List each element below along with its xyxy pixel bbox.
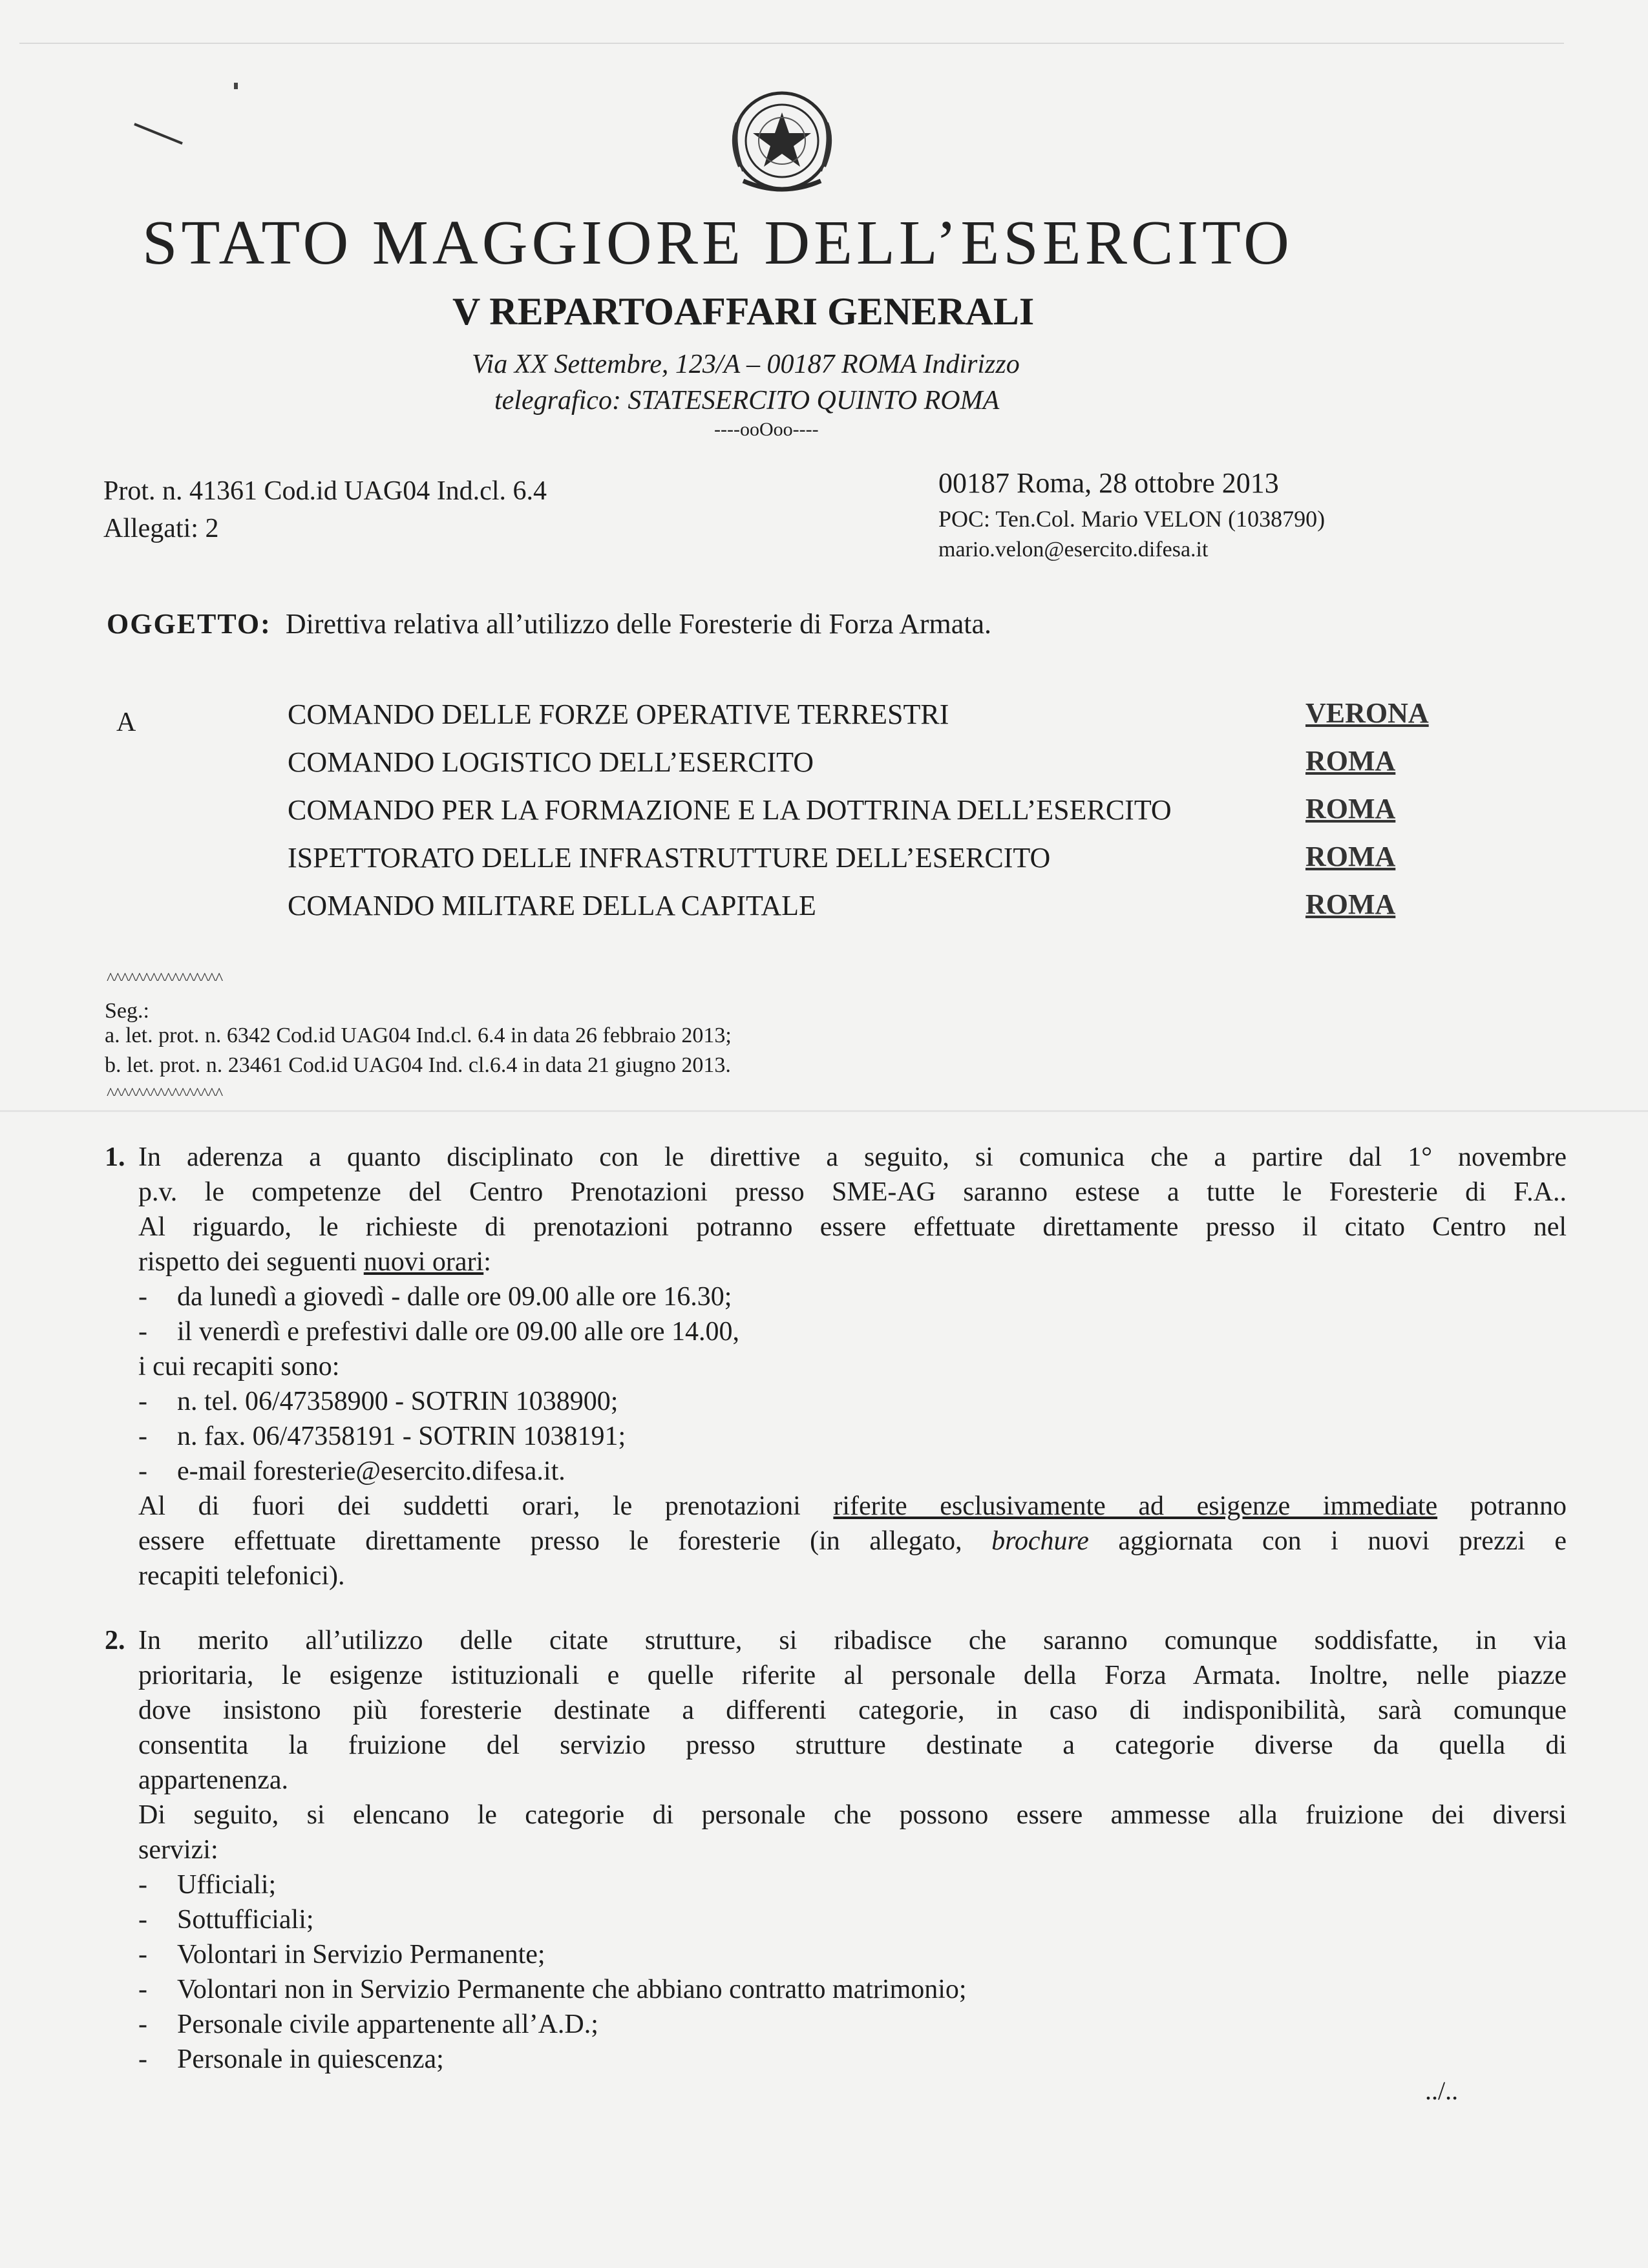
text-line: Di seguito, si elencano le categorie di personale che possono essere ammesse alla fruizione dei diversi <box>138 1800 1567 1830</box>
addressee-name: COMANDO LOGISTICO DELL’ESERCITO <box>288 746 814 778</box>
category-item: - Ufficiali; <box>138 1870 277 1900</box>
addressee-name: COMANDO PER LA FORMAZIONE E LA DOTTRINA DELL’ESERCITO <box>288 794 1172 826</box>
pen-mark <box>134 123 183 145</box>
text-line: recapiti telefonici). <box>138 1561 345 1591</box>
subject-line <box>107 607 991 640</box>
scan-edge-line <box>19 43 1564 44</box>
addressee-row <box>288 743 1464 791</box>
subject-label: OGGETTO: <box>107 608 271 640</box>
addressee-name: ISPETTORATO DELLE INFRASTRUTTURE DELL’ESERCITO <box>288 842 1051 874</box>
category-text: Volontari in Servizio Permanente; <box>177 1940 545 1969</box>
text-segment: potranno <box>1437 1491 1567 1521</box>
text-line <box>138 1244 1567 1279</box>
category-item: - Personale in quiescenza; <box>138 2044 444 2074</box>
text-segment: : <box>483 1247 491 1277</box>
paragraph-body <box>138 1140 1567 1593</box>
protocol-number: Prot. n. 41361 Cod.id UAG04 Ind.cl. 6.4 <box>103 476 547 506</box>
bullet-text: n. tel. 06/47358900 - SOTRIN 1038900; <box>177 1387 618 1416</box>
document-date: 00187 Roma, 28 ottobre 2013 <box>938 467 1279 499</box>
point-of-contact: POC: Ten.Col. Mario VELON (1038790) <box>938 506 1326 532</box>
category-text: Ufficiali; <box>177 1870 277 1900</box>
category-text: Personale in quiescenza; <box>177 2044 444 2074</box>
attachments-count: Allegati: 2 <box>103 514 219 543</box>
reference-a: a. let. prot. n. 6342 Cod.id UAG04 Ind.cl. 6.4 in data 26 febbraio 2013; <box>105 1024 732 1047</box>
address-line-2: telegrafico: STATESERCITO QUINTO ROMA <box>494 386 1000 415</box>
pen-dot <box>234 83 238 89</box>
underlined-text: nuovi orari <box>363 1247 484 1277</box>
bullet-text: e-mail foresterie@esercito.difesa.it. <box>177 1456 565 1486</box>
header-separator: ----ooOoo---- <box>714 419 819 440</box>
addressee-city: ROMA <box>1305 888 1396 920</box>
text-line: Al riguardo, le richieste di prenotazioni potranno essere effettuate direttamente presso il citato Centro nel <box>138 1212 1567 1242</box>
category-item: - Volontari non in Servizio Permanente che abbiano contratto matrimonio; <box>138 1975 967 2004</box>
text-line <box>138 1489 1567 1524</box>
reference-divider-top: ^^^^^^^^^^^^^^^^ <box>107 969 223 988</box>
addressees-label: A <box>116 708 136 737</box>
text-line: In aderenza a quanto disciplinato con le direttive a seguito, si comunica che a partire dal 1° novembre <box>138 1142 1567 1172</box>
addressee-row <box>288 839 1464 887</box>
continuation-mark: ../.. <box>1425 2076 1459 2105</box>
organization-title: STATO MAGGIORE DELL’ESERCITO <box>142 208 1293 278</box>
italic-text: brochure <box>991 1526 1089 1556</box>
text-line <box>138 1524 1567 1559</box>
references-label: Seg.: <box>105 999 149 1023</box>
text-line: dove insistono più foresterie destinate a differenti categorie, in caso di indisponibilità, sarà comunque <box>138 1696 1567 1725</box>
text-line: p.v. le competenze del Centro Prenotazioni presso SME-AG saranno estese a tutte le Foresterie di F.A.. <box>138 1177 1567 1207</box>
addressee-city: VERONA <box>1305 697 1429 729</box>
department-subtitle: V REPARTOAFFARI GENERALI <box>452 290 1035 333</box>
bullet-item: - n. tel. 06/47358900 - SOTRIN 1038900; <box>138 1387 618 1416</box>
subject-text: Direttiva relativa all’utilizzo delle Foresterie di Forza Armata. <box>285 608 992 640</box>
addressee-city: ROMA <box>1305 793 1396 824</box>
addressee-list <box>288 695 1464 934</box>
text-segment: aggiornata con i nuovi prezzi e <box>1088 1526 1567 1556</box>
addressee-row <box>288 791 1464 839</box>
text-line: prioritaria, le esigenze istituzionali e quelle riferite al personale della Forza Armata. Inoltre, nelle piazze <box>138 1661 1567 1690</box>
bullet-item: - e-mail foresterie@esercito.difesa.it. <box>138 1456 565 1486</box>
text-line: servizi: <box>138 1835 218 1865</box>
bullet-item: - il venerdì e prefestivi dalle ore 09.00 alle ore 14.00, <box>138 1317 740 1347</box>
text-line: In merito all’utilizzo delle citate strutture, si ribadisce che saranno comunque soddisfatte, in via <box>138 1626 1567 1655</box>
category-item: - Volontari in Servizio Permanente; <box>138 1940 545 1969</box>
category-item: - Sottufficiali; <box>138 1905 314 1935</box>
addressee-name: COMANDO MILITARE DELLA CAPITALE <box>288 890 816 921</box>
bullet-item: - n. fax. 06/47358191 - SOTRIN 1038191; <box>138 1422 626 1451</box>
addressee-row <box>288 695 1464 743</box>
category-text: Sottufficiali; <box>177 1905 314 1935</box>
text-segment: rispetto dei seguenti <box>138 1247 364 1277</box>
text-line: consentita la fruizione del servizio presso strutture destinate a categorie diverse da quella di <box>138 1730 1567 1760</box>
addressee-row <box>288 887 1464 934</box>
paragraph-number: 1. <box>105 1142 125 1172</box>
text-segment: Al di fuori dei suddetti orari, le prenotazioni <box>138 1491 834 1521</box>
paragraph-number: 2. <box>105 1626 125 1655</box>
contact-email: mario.velon@esercito.difesa.it <box>938 538 1209 562</box>
bullet-text: il venerdì e prefestivi dalle ore 09.00 alle ore 14.00, <box>177 1317 740 1347</box>
text-segment: essere effettuate direttamente presso le foresterie (in allegato, <box>138 1526 992 1556</box>
address-line-1: Via XX Settembre, 123/A – 00187 ROMA Indirizzo <box>472 350 1020 379</box>
addressee-city: ROMA <box>1305 745 1396 777</box>
bullet-item: - da lunedì a giovedì - dalle ore 09.00 alle ore 16.30; <box>138 1282 732 1312</box>
italian-republic-emblem-icon <box>717 84 847 200</box>
addressee-city: ROMA <box>1305 841 1396 872</box>
reference-b: b. let. prot. n. 23461 Cod.id UAG04 Ind. cl.6.4 in data 21 giugno 2013. <box>105 1053 731 1077</box>
bullet-text: n. fax. 06/47358191 - SOTRIN 1038191; <box>177 1422 626 1451</box>
paper-fold-line <box>0 1110 1648 1112</box>
bullet-text: da lunedì a giovedì - dalle ore 09.00 alle ore 16.30; <box>177 1282 732 1312</box>
paragraph-body <box>138 1623 1567 2077</box>
reference-divider-bottom: ^^^^^^^^^^^^^^^^ <box>107 1084 223 1103</box>
addressee-name: COMANDO DELLE FORZE OPERATIVE TERRESTRI <box>288 698 949 730</box>
category-text: Personale civile appartenente all’A.D.; <box>177 2010 598 2039</box>
category-text: Volontari non in Servizio Permanente che abbiano contratto matrimonio; <box>177 1975 967 2004</box>
text-line: i cui recapiti sono: <box>138 1352 340 1381</box>
text-line: appartenenza. <box>138 1765 289 1795</box>
underlined-text: riferite esclusivamente ad esigenze immediate <box>833 1491 1438 1521</box>
category-item: - Personale civile appartenente all’A.D.; <box>138 2010 598 2039</box>
